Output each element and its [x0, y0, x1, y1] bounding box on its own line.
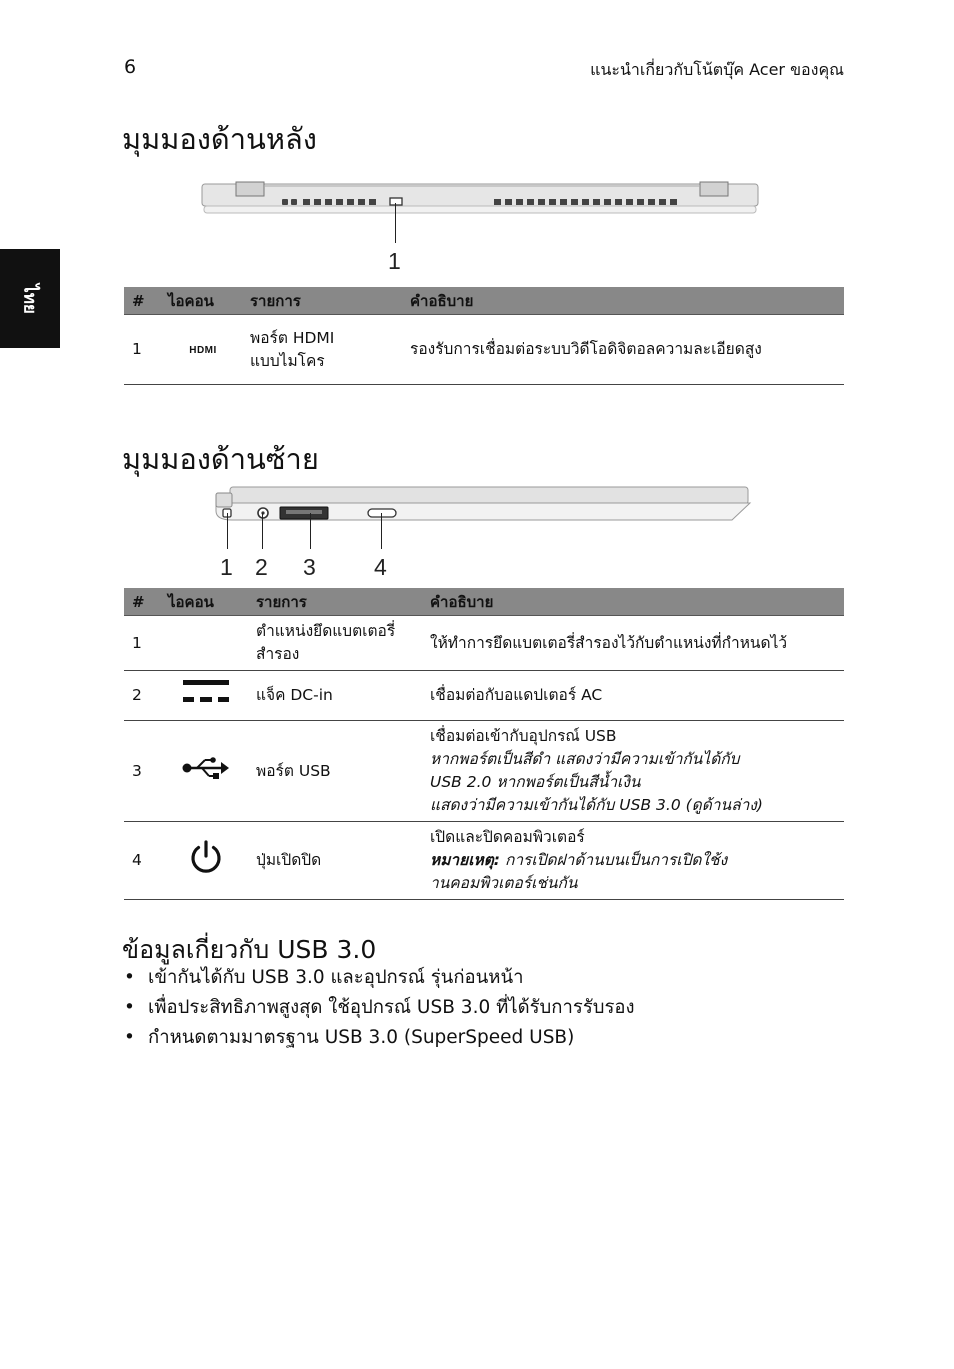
- page-number: 6: [124, 56, 137, 78]
- language-tab: [0, 249, 60, 348]
- power-icon: [188, 839, 224, 875]
- list-item: • กำหนดตามมาตรฐาน USB 3.0 (SuperSpeed USB): [124, 1023, 635, 1053]
- language-tab-label: ไทย: [19, 283, 40, 314]
- note-text: การเปิดฝาด้านบนเป็นการเปิดใช้ง: [504, 851, 728, 869]
- item-description: เชื่อมต่อกับอแดปเตอร์ AC: [422, 671, 844, 721]
- table-row: [124, 616, 844, 671]
- usb-info-title: ข้อมูลเกี่ยวกับ USB 3.0: [122, 935, 377, 964]
- item-description: เปิดและปิดคอมพิวเตอร์: [430, 828, 585, 846]
- left-callout-2: 2: [255, 554, 268, 580]
- usb-compat-note-line3: แสดงว่ามีความเข้ากันได้กับ USB 3.0 (ดูด้านล่าง): [430, 796, 763, 814]
- item-name-line2: แบบไมโคร: [250, 351, 325, 370]
- row-number: 1: [124, 616, 160, 671]
- usb-compat-note-line1: หากพอร์ตเป็นสีดำ แสดงว่ามีความเข้ากันได้กับ: [430, 750, 740, 768]
- item-description: เชื่อมต่อเข้ากับอุปกรณ์ USB: [430, 727, 617, 745]
- col-header-num: #: [124, 588, 160, 616]
- col-header-icon: ไอคอน: [160, 588, 248, 616]
- callout-line-4: [381, 513, 382, 549]
- rear-callout-1: 1: [388, 248, 401, 274]
- item-description: ให้ทำการยึดแบตเตอรี่สำรองไว้กับตำแหน่งที่กำหนดไว้: [422, 616, 844, 671]
- rear-view-title: มุมมองด้านหลัง: [122, 122, 317, 156]
- usb-info-list: [124, 963, 635, 1053]
- table-header-row: [124, 588, 844, 616]
- running-header: แนะนำเกี่ยวกับโน้ตบุ๊ค Acer ของคุณ: [590, 60, 844, 79]
- rear-view-illustration: [200, 176, 765, 222]
- col-header-description: คำอธิบาย: [422, 588, 844, 616]
- left-view-illustration: [210, 483, 755, 525]
- callout-line-2: [262, 513, 263, 549]
- callout-line-1: [395, 203, 396, 243]
- left-callout-3: 3: [303, 554, 316, 580]
- usb-compat-note-line2: USB 2.0 หากพอร์ตเป็นสีน้ำเงิน: [430, 773, 641, 791]
- item-name: ตำแหน่งยึดแบตเตอรี่: [256, 622, 396, 640]
- item-name: แจ็ค DC-in: [248, 671, 422, 721]
- item-name-line2: สำรอง: [256, 645, 300, 663]
- col-header-item: รายการ: [248, 588, 422, 616]
- item-name: พอร์ต USB: [248, 721, 422, 822]
- item-description: รองรับการเชื่อมต่อระบบวิดีโอดิจิตอลความละเอียดสูง: [402, 315, 844, 385]
- left-callout-1: 1: [220, 554, 233, 580]
- row-number: 3: [124, 721, 160, 822]
- item-name: ปุ่มเปิดปิด: [248, 822, 422, 900]
- item-name: พอร์ต HDMI: [250, 328, 335, 347]
- row-number: 2: [124, 671, 160, 721]
- callout-line-3: [310, 513, 311, 549]
- row-number: 4: [124, 822, 160, 900]
- hdmi-icon: HDMI: [189, 345, 217, 356]
- left-view-title: มุมมองด้านซ้าย: [122, 442, 319, 476]
- note-label: หมายเหตุ:: [430, 851, 500, 869]
- note-text-line2: านคอมพิวเตอร์เช่นกัน: [430, 874, 578, 892]
- list-item: • เข้ากันได้กับ USB 3.0 และอุปกรณ์ รุ่นก่อนหน้า: [124, 963, 635, 993]
- col-header-description: คำอธิบาย: [402, 287, 844, 315]
- left-view-table: [124, 588, 844, 900]
- rear-view-table: [124, 287, 844, 385]
- table-row: [124, 671, 844, 721]
- left-callout-4: 4: [374, 554, 387, 580]
- table-header-row: [124, 287, 844, 315]
- list-item: • เพื่อประสิทธิภาพสูงสุด ใช้อุปกรณ์ USB 3.0 ที่ได้รับการรับรอง: [124, 993, 635, 1023]
- dc-in-icon: [182, 677, 230, 707]
- row-number: 1: [124, 315, 160, 385]
- col-header-icon: ไอคอน: [160, 287, 242, 315]
- table-row: [124, 822, 844, 900]
- table-row: [124, 315, 844, 385]
- usb-icon: [181, 756, 231, 780]
- col-header-item: รายการ: [242, 287, 402, 315]
- col-header-num: #: [124, 287, 160, 315]
- table-row: [124, 721, 844, 822]
- callout-line-1: [227, 513, 228, 549]
